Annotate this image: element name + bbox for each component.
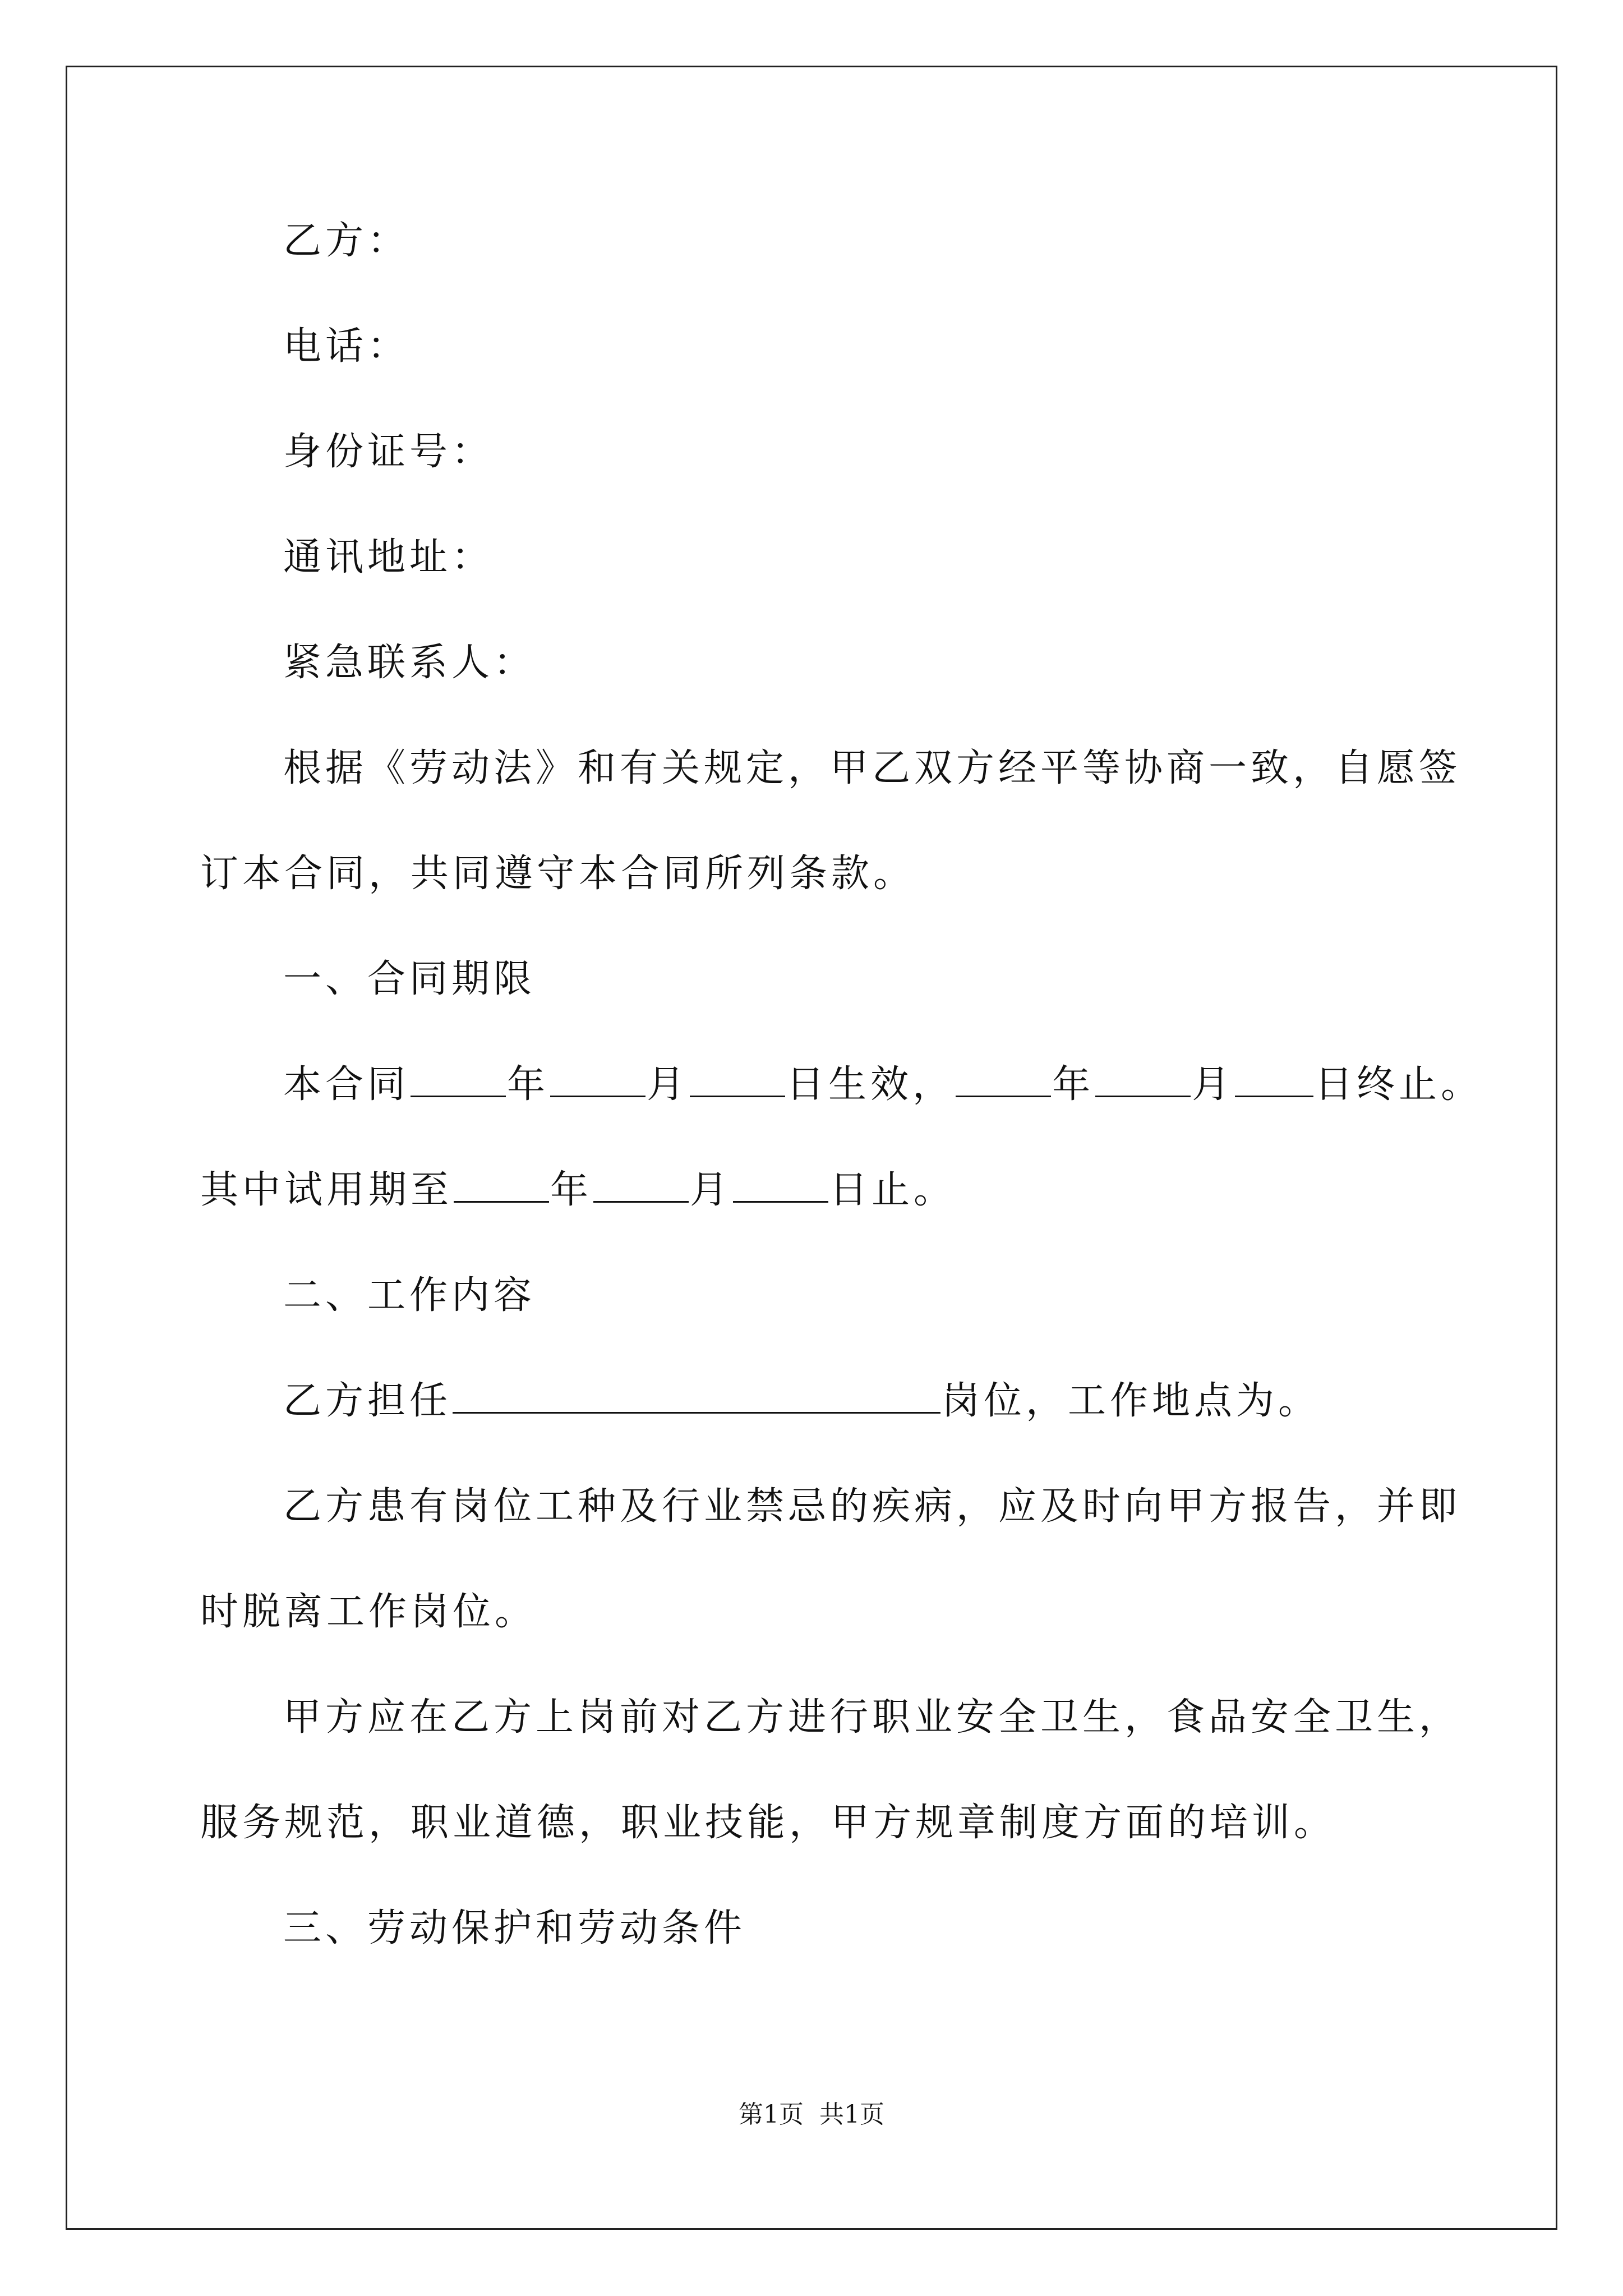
term-start-day-blank [690,1061,785,1097]
probation-month-blank [593,1166,689,1203]
term-start-month-blank [550,1061,645,1097]
position-blank [453,1377,940,1414]
term-end-month-blank [1095,1061,1191,1097]
training-paragraph-line-1: 甲方应在乙方上岗前对乙方进行职业安全卫生，食品安全卫生， [283,1695,1461,1740]
term-end-day-blank [1235,1061,1313,1097]
emergency-contact-field: 紧急联系人： [283,641,536,685]
page-number: 第1页 [739,2100,804,2129]
disease-paragraph-line-2: 时脱离工作岗位。 [200,1590,537,1634]
contract-term-line: 本合同 年 月 日生效， 年 月 日终止。 [283,1060,1483,1110]
address-field: 通讯地址： [283,535,494,579]
section-1-heading: 一、合同期限 [283,957,536,1001]
id-number-field: 身份证号： [283,430,494,474]
training-paragraph-line-2: 服务规范，职业道德，职业技能，甲方规章制度方面的培训。 [200,1801,1336,1845]
phone-field: 电话： [283,324,410,369]
disease-paragraph-line-1: 乙方患有岗位工种及行业禁忌的疾病，应及时向甲方报告，并即 [283,1484,1461,1529]
page-footer [0,2098,1623,2132]
position-line: 乙方担任 岗位，工作地点为。 [283,1376,1320,1427]
page-total: 共1页 [819,2100,884,2129]
party-b-field: 乙方： [283,219,410,263]
probation-year-blank [454,1166,549,1203]
section-2-heading: 二、工作内容 [283,1273,536,1318]
probation-day-blank [733,1166,828,1203]
intro-paragraph-line-2: 订本合同，共同遵守本合同所列条款。 [200,852,916,896]
section-3-heading: 三、劳动保护和劳动条件 [283,1906,746,1950]
intro-paragraph-line-1: 根据《劳动法》和有关规定，甲乙双方经平等协商一致，自愿签 [283,746,1461,790]
term-start-year-blank [411,1061,506,1097]
term-end-year-blank [956,1061,1051,1097]
probation-line: 其中试用期至 年 月 日止。 [200,1165,956,1216]
